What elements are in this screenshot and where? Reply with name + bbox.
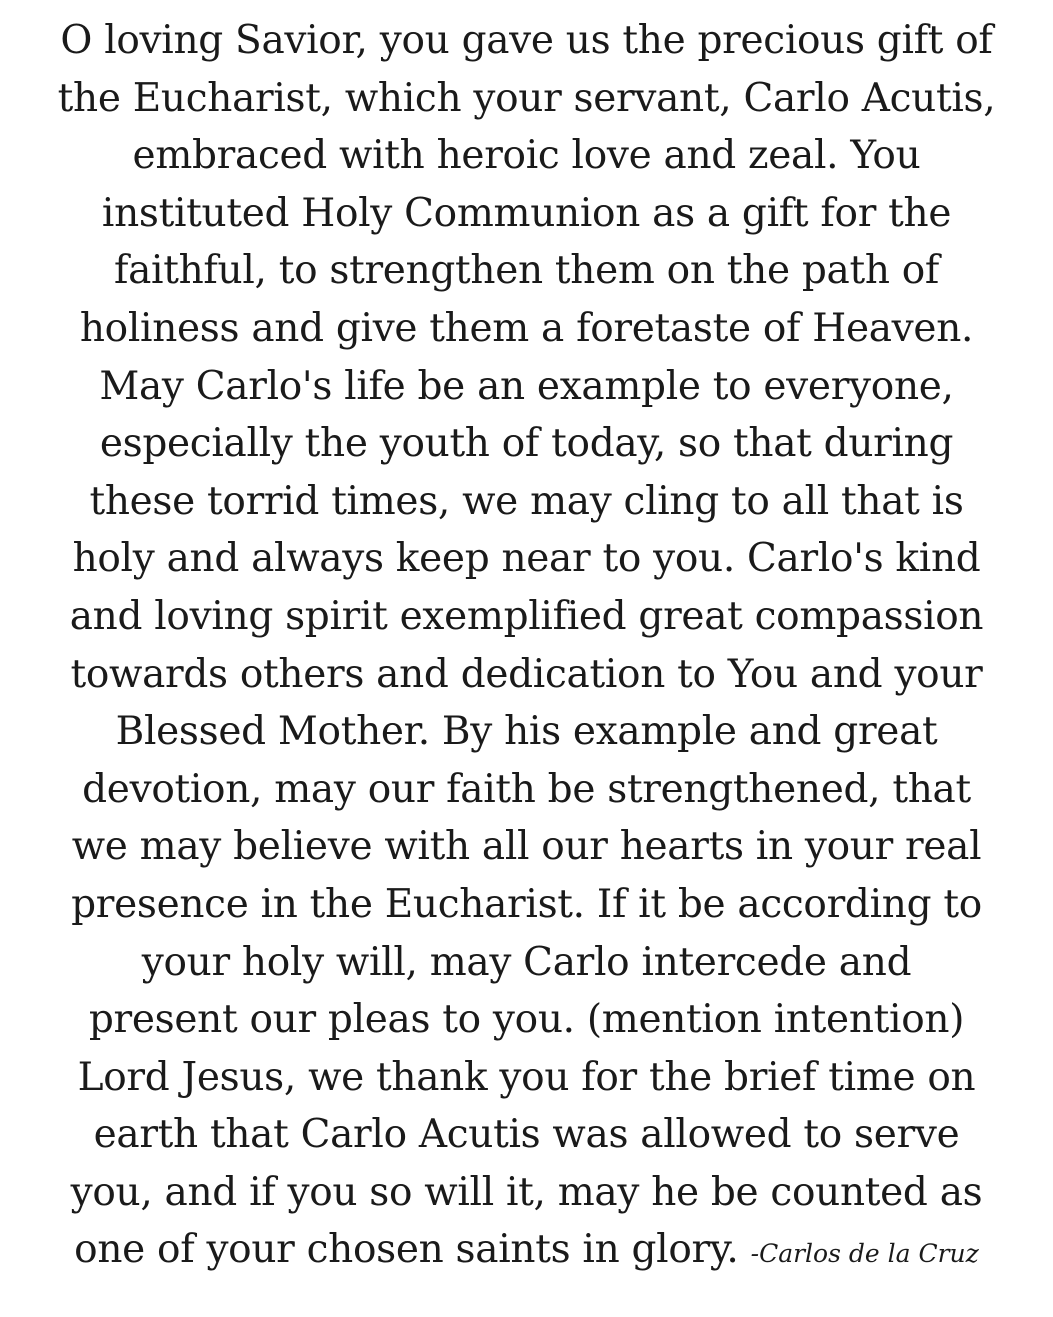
prayer-line: instituted Holy Communion as a gift for the (101, 190, 952, 236)
prayer-line: embraced with heroic love and zeal. You (132, 133, 921, 179)
prayer-line: holiness and give them a foretaste of Heaven. (79, 305, 974, 351)
prayer-line: earth that Carlo Acutis was allowed to serve (93, 1112, 960, 1158)
prayer-line: one of your chosen saints in glory. (74, 1227, 739, 1273)
prayer-line: devotion, may our faith be strengthened, that (82, 766, 971, 812)
prayer-line: present our pleas to you. (mention intention) (88, 997, 965, 1043)
prayer-line: May Carlo's life be an example to everyone, (99, 363, 954, 409)
prayer-line: faithful, to strengthen them on the path of (113, 248, 940, 294)
prayer-line: Blessed Mother. By his example and great (115, 709, 938, 755)
prayer-line: the Eucharist, which your servant, Carlo Acutis, (57, 75, 996, 121)
signature: -Carlos de la Cruz (750, 1239, 979, 1269)
prayer-last-line (0, 1221, 1053, 1283)
prayer-line: towards others and dedication to You and your (70, 651, 983, 697)
prayer-line: you, and if you so will it, may he be counted as (70, 1169, 983, 1215)
prayer-line: and loving spirit exemplified great compassion (69, 593, 984, 639)
prayer-line: holy and always keep near to you. Carlo's kind (72, 536, 981, 582)
prayer-line: your holy will, may Carlo intercede and (141, 939, 912, 985)
prayer-line: O loving Savior, you gave us the precious gift of (60, 18, 993, 63)
prayer-line: Lord Jesus, we thank you for the brief time on (77, 1054, 976, 1100)
prayer-line: we may believe with all our hearts in your real (71, 824, 982, 870)
prayer-line: especially the youth of today, so that during (99, 421, 954, 467)
prayer-line: these torrid times, we may cling to all that is (89, 478, 964, 524)
prayer-line: presence in the Eucharist. If it be according to (71, 881, 982, 927)
